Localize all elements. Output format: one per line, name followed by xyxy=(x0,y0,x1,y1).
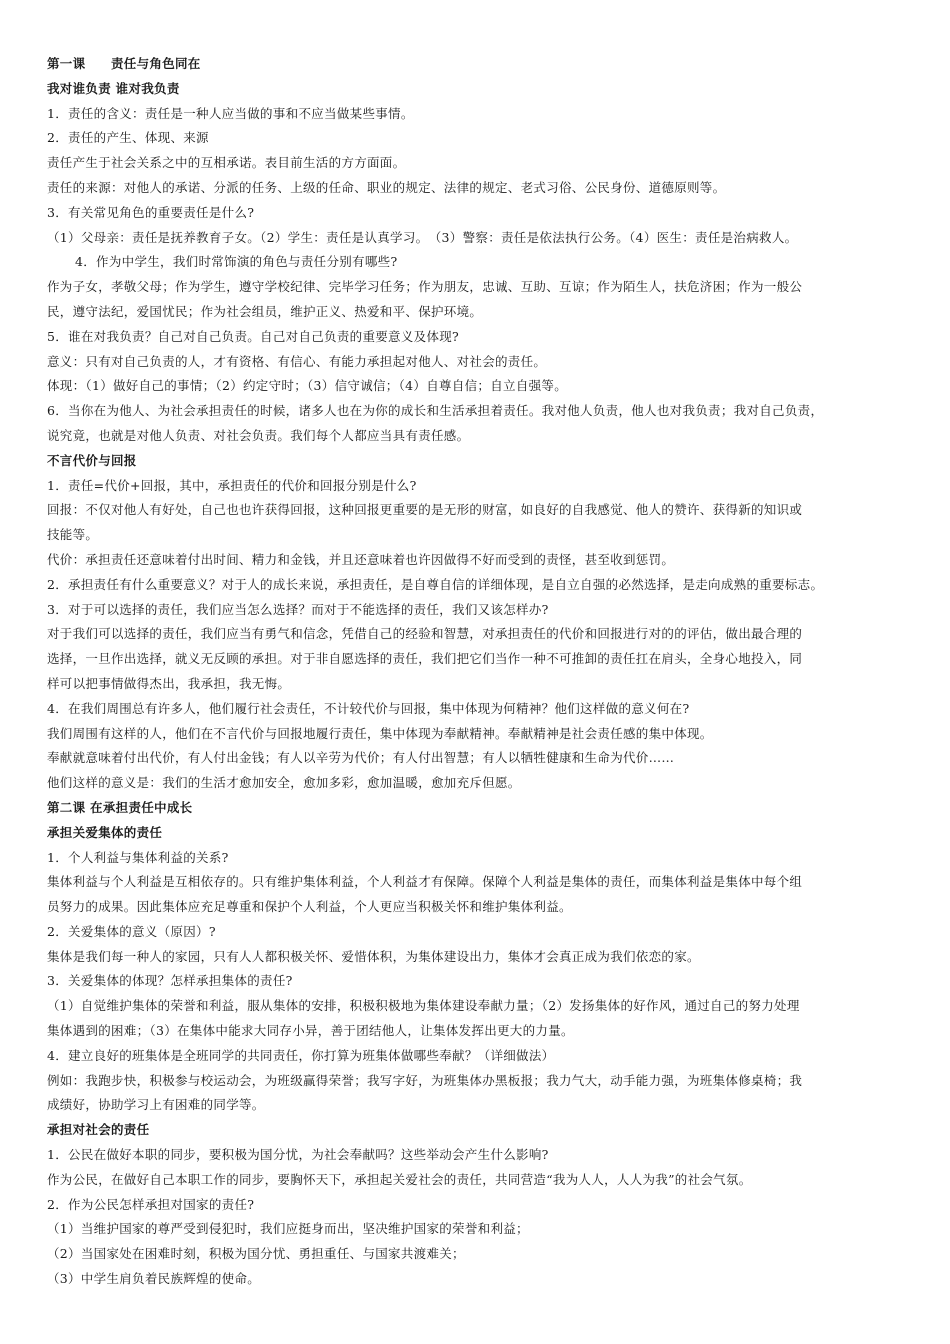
text-line: （1）自觉维护集体的荣誉和利益，服从集体的安排，积极积极地为集体建设奉献力量；（2）发扬集体的好作风，通过自己的努力处理 xyxy=(47,998,800,1014)
section-heading: 第二课 在承担责任中成长 xyxy=(47,799,193,815)
section-heading: 不言代价与回报 xyxy=(47,452,137,468)
section-heading: 我对谁负责 谁对我负责 xyxy=(47,80,180,96)
document-page xyxy=(47,52,917,1292)
text-line: 成绩好，协助学习上有困难的同学等。 xyxy=(47,1097,265,1113)
text-line: 1．个人利益与集体利益的关系? xyxy=(47,849,229,865)
text-line: 3．有关常见角色的重要责任是什么? xyxy=(47,204,255,220)
text-line: 民，遵守法纪，爱国忧民；作为社会组员，维护正义、热爱和平、保护环境。 xyxy=(47,303,483,319)
text-line: 2．承担责任有什么重要意义？对于人的成长来说，承担责任，是自尊自信的详细体现，是自立自强的必然选择，是走向成熟的重要标志。 xyxy=(47,576,824,592)
text-line: 例如：我跑步快，积极参与校运动会，为班级赢得荣誉；我写字好，为班集体办黑板报；我力气大，动手能力强，为班集体修桌椅；我 xyxy=(47,1072,803,1088)
text-line: 4．在我们周围总有许多人，他们履行社会责任，不计较代价与回报，集中体现为何精神？他们这样做的意义何在? xyxy=(47,700,690,716)
text-line: 责任产生于社会关系之中的互相承诺。表目前生活的方方面面。 xyxy=(47,155,406,171)
text-line: 3．关爱集体的体现？怎样承担集体的责任? xyxy=(47,973,293,989)
text-line: 技能等。 xyxy=(47,527,99,543)
section-heading: 第一课 责任与角色同在 xyxy=(47,56,201,71)
text-line: 体现：（1）做好自己的事情；（2）约定守时；（3）信守诚信；（4）自尊自信；自立自强等。 xyxy=(47,378,568,394)
text-line: 员努力的成果。因此集体应充足尊重和保护个人利益，个人更应当积极关怀和维护集体利益。 xyxy=(47,899,572,915)
text-line: 说究竟，也就是对他人负责、对社会负责。我们每个人都应当具有责任感。 xyxy=(47,427,470,443)
text-line: 1．责任=代价+回报，其中，承担责任的代价和回报分别是什么? xyxy=(47,477,417,493)
section-heading: 承担对社会的责任 xyxy=(47,1122,150,1138)
text-line: 他们这样的意义是：我们的生活才愈加安全，愈加多彩，愈加温暖，愈加充斥但愿。 xyxy=(47,775,521,791)
text-line: 2．责任的产生、体现、来源 xyxy=(47,130,209,146)
text-line: 对于我们可以选择的责任，我们应当有勇气和信念，凭借自己的经验和智慧，对承担责任的代价和回报进行对的的评估，做出最合理的 xyxy=(47,626,803,642)
text-line: 2．关爱集体的意义（原因）? xyxy=(47,923,216,939)
text-line: 2．作为公民怎样承担对国家的责任? xyxy=(47,1196,255,1212)
text-line: 集体遇到的困难；（3）在集体中能求大同存小异，善于团结他人，让集体发挥出更大的力量。 xyxy=(47,1023,574,1039)
text-line: 作为子女，孝敬父母；作为学生，遵守学校纪律、完毕学习任务；作为朋友，忠诚、互助、互谅；作为陌生人，扶危济困；作为一般公 xyxy=(47,279,803,295)
text-line: 代价：承担责任还意味着付出时间、精力和金钱，并且还意味着也许因做得不好而受到的责怪，甚至收到惩罚。 xyxy=(47,551,675,567)
text-line: 4．作为中学生，我们时常饰演的角色与责任分别有哪些? xyxy=(75,254,398,270)
text-line: 1．责任的含义：责任是一种人应当做的事和不应当做某些事情。 xyxy=(47,105,414,121)
text-line: 集体利益与个人利益是互相依存的。只有维护集体利益，个人利益才有保障。保障个人利益是集体的责任，而集体利益是集体中每个组 xyxy=(47,874,803,890)
text-line: 回报：不仅对他人有好处，自己也也许获得回报，这种回报更重要的是无形的财富，如良好的自我感觉、他人的赞许、获得新的知识或 xyxy=(47,502,803,518)
text-line: 责任的来源：对他人的承诺、分派的任务、上级的任命、职业的规定、法律的规定、老式习俗、公民身份、道德原则等。 xyxy=(47,179,726,195)
text-line: 意义：只有对自己负责的人，才有资格、有信心、有能力承担起对他人、对社会的责任。 xyxy=(47,353,547,369)
text-line: （2）当国家处在困难时刻，积极为国分忧、勇担重任、与国家共渡难关； xyxy=(47,1246,465,1262)
text-line: 5．谁在对我负责？自己对自己负责。自己对自己负责的重要意义及体现? xyxy=(47,328,460,344)
text-line: （1）父母亲：责任是抚养教育子女。（2）学生：责任是认真学习。 （3）警察：责任是依法执行公务。（4）医生：责任是治病救人。 xyxy=(47,229,798,245)
text-line: （3）中学生肩负着民族辉煌的使命。 xyxy=(47,1271,261,1287)
text-line: 集体是我们每一种人的家园，只有人人都积极关怀、爱惜体积，为集体建设出力，集体才会真正成为我们依恋的家。 xyxy=(47,948,700,964)
text-line: 4．建立良好的班集体是全班同学的共同责任，你打算为班集体做哪些奉献？（详细做法） xyxy=(47,1047,555,1063)
text-line: 样可以把事情做得杰出，我承担，我无悔。 xyxy=(47,675,291,691)
text-line: 我们周围有这样的人，他们在不言代价与回报地履行责任，集中体现为奉献精神。奉献精神是社会责任感的集中体现。 xyxy=(47,725,713,741)
text-line: 6．当你在为他人、为社会承担责任的时候，诸多人也在为你的成长和生活承担着责任。我对他人负责，他人也对我负责；我对自己负责， xyxy=(47,403,824,419)
text-line: 1．公民在做好本职的同步，要积极为国分忧，为社会奉献吗？这些举动会产生什么影响? xyxy=(47,1147,549,1163)
section-heading: 承担关爱集体的责任 xyxy=(47,824,163,840)
text-line: 3．对于可以选择的责任，我们应当怎么选择？而对于不能选择的责任，我们又该怎样办? xyxy=(47,601,549,617)
text-line: （1）当维护国家的尊严受到侵犯时，我们应挺身而出，坚决维护国家的荣誉和利益； xyxy=(47,1221,529,1237)
text-line: 作为公民，在做好自己本职工作的同步，要胸怀天下，承担起关爱社会的责任，共同营造“我为人人，人人为我”的社会气氛。 xyxy=(47,1171,752,1187)
text-line: 奉献就意味着付出代价，有人付出金钱；有人以辛劳为代价；有人付出智慧；有人以牺牲健康和生命为代价…… xyxy=(47,750,675,766)
text-line: 选择，一旦作出选择，就义无反顾的承担。对于非自愿选择的责任，我们把它们当作一种不可推卸的责任扛在肩头，全身心地投入，同 xyxy=(47,651,803,667)
